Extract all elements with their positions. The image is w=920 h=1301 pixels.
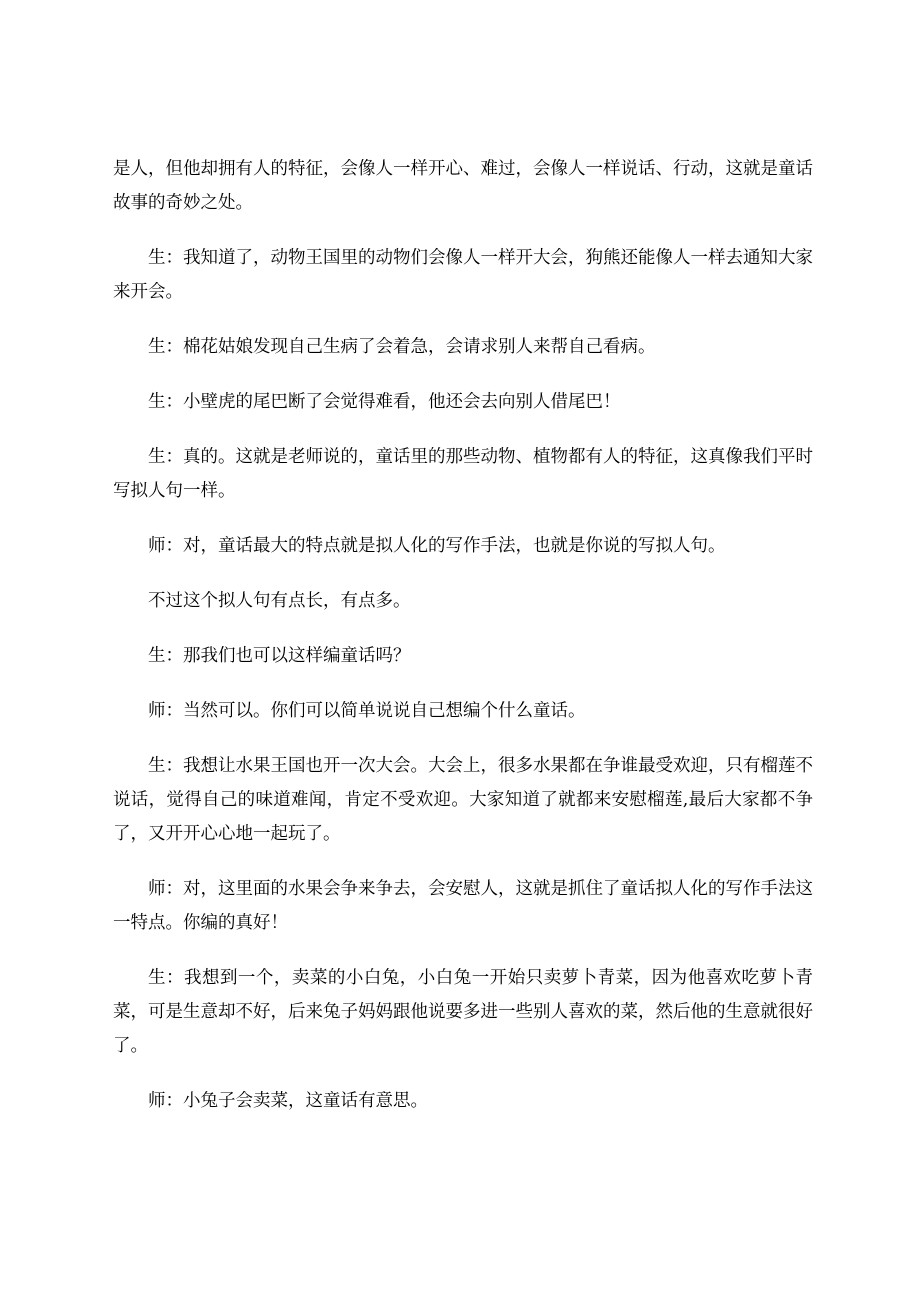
paragraph-student-cotton-girl: 生：棉花姑娘发现自己生病了会着急，会请求别人来帮自己看病。 bbox=[148, 337, 656, 357]
paragraph-teacher-comment: 师：小兔子会卖菜，这童话有意思。 bbox=[148, 1091, 428, 1111]
paragraph-student-gecko: 生：小壁虎的尾巴断了会觉得难看，他还会去向别人借尾巴！ bbox=[148, 392, 621, 412]
paragraph-continuation: 是人，但他却拥有人的特征，会像人一样开心、难过，会像人一样说话、行动，这就是童话故事的奇妙之处。 bbox=[113, 159, 813, 213]
paragraph-student-fruit-kingdom: 生：我想让水果王国也开一次大会。大会上，很多水果都在争谁最受欢迎，只有榴莲不说话，觉得自己的味道难闻，肯定不受欢迎。大家知道了就都来安慰榴莲,最后大家都不争了，又开开心心地一起玩了。 bbox=[113, 756, 813, 844]
paragraph-student-personification: 生：真的。这就是老师说的，童话里的那些动物、植物都有人的特征，这真像我们平时写拟人句一样。 bbox=[113, 447, 813, 501]
paragraph-teacher-feature: 师：对，童话最大的特点就是拟人化的写作手法，也就是你说的写拟人句。 bbox=[148, 536, 726, 556]
paragraph-teacher-answer: 师：当然可以。你们可以简单说说自己想编个什么童话。 bbox=[148, 701, 586, 721]
document-body bbox=[113, 152, 813, 1139]
paragraph-student-animal-kingdom: 生：我知道了，动物王国里的动物们会像人一样开大会，狗熊还能像人一样去通知大家来开会。 bbox=[113, 248, 813, 302]
paragraph-student-question: 生：那我们也可以这样编童话吗？ bbox=[148, 646, 411, 666]
paragraph-long-sentence: 不过这个拟人句有点长，有点多。 bbox=[148, 591, 411, 611]
paragraph-teacher-praise: 师：对，这里面的水果会争来争去，会安慰人，这就是抓住了童话拟人化的写作手法这一特点。你编的真好！ bbox=[113, 879, 813, 933]
paragraph-student-rabbit: 生：我想到一个，卖菜的小白兔，小白兔一开始只卖萝卜青菜，因为他喜欢吃萝卜青菜，可是生意却不好，后来兔子妈妈跟他说要多进一些别人喜欢的菜，然后他的生意就很好了。 bbox=[113, 968, 813, 1056]
